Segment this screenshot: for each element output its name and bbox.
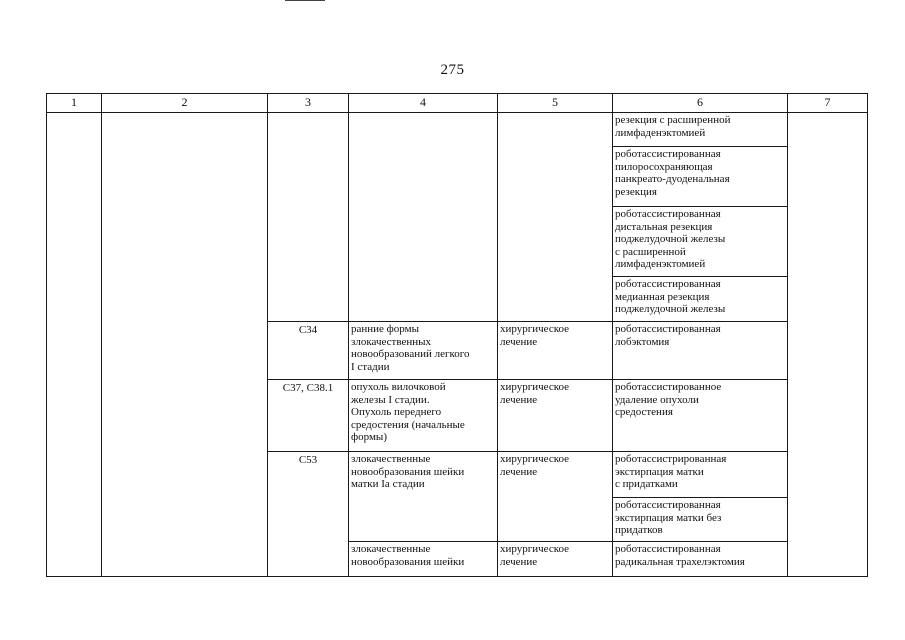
header-col-2: 2 (101, 93, 268, 113)
group-1-code (267, 112, 349, 322)
group-1-diagnosis (348, 112, 498, 322)
group-5-diagnosis: злокачественные новообразования шейки (348, 541, 498, 577)
col-1-body (46, 112, 102, 577)
group-3-code: C37, C38.1 (267, 379, 349, 452)
group-3-diagnosis: опухоль вилочковой железы I стадии. Опухоль переднего средостения (начальные формы) (348, 379, 498, 452)
group-2-code: C34 (267, 321, 349, 380)
header-col-3: 3 (267, 93, 349, 113)
header-col-6: 6 (612, 93, 788, 113)
header-col-5: 5 (497, 93, 613, 113)
group-4-treatment: хирургическое лечение (497, 451, 613, 542)
group-4-procedure-2: роботассистированная экстирпация матки без придатков (612, 497, 788, 542)
group-2-diagnosis: ранние формы злокачественных новообразований легкого I стадии (348, 321, 498, 380)
scan-top-mark (285, 0, 325, 1)
group-3-procedure-1: роботассистированное удаление опухоли средостения (612, 379, 788, 452)
header-col-4: 4 (348, 93, 498, 113)
group-1-procedure-1: резекция с расширенной лимфаденэктомией (612, 112, 788, 147)
group-4-code: C53 (267, 451, 349, 577)
group-4-diagnosis: злокачественные новообразования шейки матки Ia стадии (348, 451, 498, 542)
group-4-procedure-1: роботассистрированная экстирпация матки с придатками (612, 451, 788, 498)
group-5-treatment: хирургическое лечение (497, 541, 613, 577)
group-3-treatment: хирургическое лечение (497, 379, 613, 452)
medical-procedures-table (46, 93, 868, 577)
group-2-treatment: хирургическое лечение (497, 321, 613, 380)
header-col-1: 1 (46, 93, 102, 113)
col-2-body (101, 112, 268, 577)
group-5-procedure-1: роботассистированная радикальная трахелэктомия (612, 541, 788, 577)
header-col-7: 7 (787, 93, 868, 113)
col-7-body (787, 112, 868, 577)
group-2-procedure-1: роботассистированная лобэктомия (612, 321, 788, 380)
group-1-procedure-3: роботассистированная дистальная резекция поджелудочной железы с расширенной лимфаденэктомией (612, 206, 788, 277)
group-1-procedure-4: роботассистированная медианная резекция поджелудочной железы (612, 276, 788, 322)
group-1-treatment (497, 112, 613, 322)
group-1-procedure-2: роботассистированная пилоросохраняющая панкреато-дуоденальная резекция (612, 146, 788, 207)
page-number: 275 (440, 62, 465, 78)
